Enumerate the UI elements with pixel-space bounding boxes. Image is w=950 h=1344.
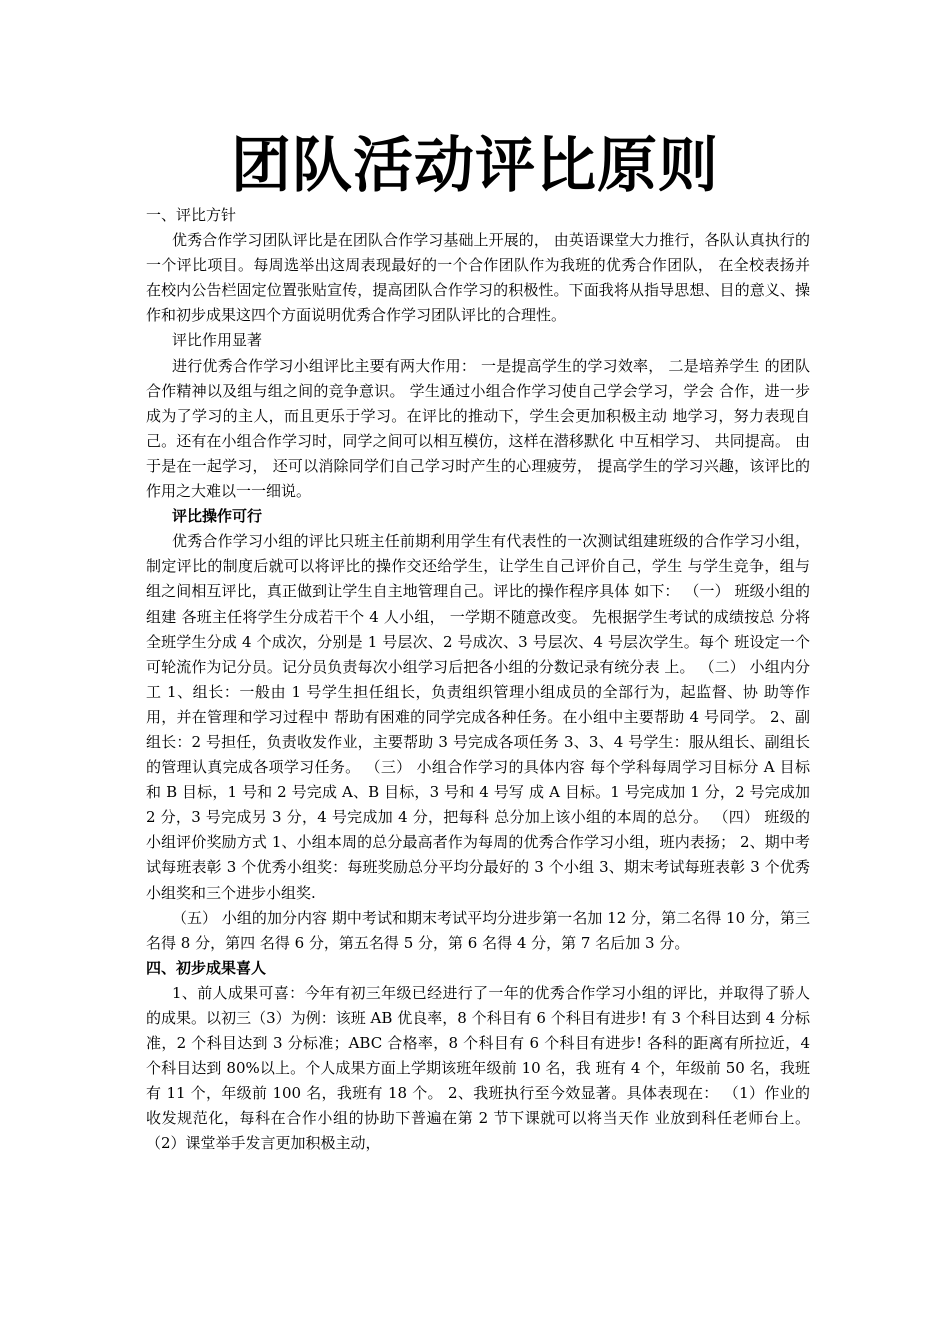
paragraph-bonus-points: （五） 小组的加分内容 期中考试和期末考试平均分进步第一名加 12 分，第二名得 10 分，第三名得 8 分，第四 名得 6 分，第五名得 5 分，第 6 名得 4 分，第 7 名后加 3 分。 xyxy=(146,908,810,952)
subheading-operation: 评比操作可行 xyxy=(172,507,263,526)
paragraph-operation: 优秀合作学习小组的评比只班主任前期利用学生有代表性的一次测试组建班级的合作学习小组，制定评比的制度后就可以将评比的操作交还给学生，让学生自己评价自己，学生 与学生竞争，组与组之间相互评比，真正做到让学生自主地管理自己。评比的操作程序具体 如下： （一） 班级小组的组建 各班主任将学生分成若干个 4 人小组， 一学期不随意改变。 先根据学生考试的成绩按总 分将全班学生分成 4 个成次，分别是 1 号层次、2 号成次、3 号层次、4 号层次学生。每个 班设定一个可轮流作为记分员。记分员负责每次小组学习后把各小组的分数记录有统分表 上。 （二） 小组内分工 1、组长：一般由 1 号学生担任组长，负责组织管理小组成员的全部行为，起监督、协 助等作用，并在管理和学习过程中 帮助有困难的同学完成各种任务。在小组中主要帮助 4 号同学。 2、副组长：2 号担任，负责收发作业，主要帮助 3 号完成各项任务 3、3、4 号学生：服从组长、副组长的管理认真完成各项学习任务。 （三） 小组合作学习的具体内容 每个学科每周学习目标分 A 目标和 B 目标，1 号和 2 号完成 A、B 目标，3 号和 4 号写 成 A 目标。1 号完成加 1 分，2 号完成加 2 分，3 号完成另 3 分，4 号完成加 4 分，把每科 总分加上该小组的本周的总分。 （四） 班级的小组评价奖励方式 1、小组本周的总分最高者作为每周的优秀合作学习小组，班内表扬； 2、期中考试每班表彰 3 个优秀小组奖：每班奖励总分平均分最好的 3 个小组 3、期末考试每班表彰 3 个优秀小组奖和三个进步小组奖. xyxy=(146,532,810,902)
section-heading-4: 四、初步成果喜人 xyxy=(146,958,267,977)
paragraph-results: 1、前人成果可喜：今年有初三年级已经进行了一年的优秀合作学习小组的评比，并取得了骄人的成果。以初三（3）为例：该班 AB 优良率，8 个科目有 6 个科目有进步! 有 3 个科目达到 4 分标准，2 个科目达到 3 分标准；ABC 合格率，8 个科目有 6 个科目有进步! 各科的距离有所拉近，4 个科目达到 80%以上。个人成果方面上学期该班年级前 10 名，我 班有 4 个，年级前 50 名，我班有 11 个，年级前 100 名，我班有 18 个。 2、我班执行至今效显著。具体表现在： （1）作业的收发规范化，每科在合作小组的协助下普遍在第 2 节下课就可以将当天作 业放到科任老师台上。 （2）课堂举手发言更加积极主动， xyxy=(146,983,810,1153)
document-title: 团队活动评比原则 xyxy=(231,131,719,201)
document-body xyxy=(146,203,810,1157)
subheading-effect: 评比作用显著 xyxy=(172,331,263,350)
paragraph-effect: 进行优秀合作学习小组评比主要有两大作用： 一是提高学生的学习效率， 二是培养学生 的团队合作精神以及组与组之间的竞争意识。 学生通过小组合作学习使自己学会学习，学会 合作，进一步成为了学习的主人，而且更乐于学习。在评比的推动下，学生会更加积极主动 地学习，努力表现自己。还有在小组合作学习时，同学之间可以相互模仿，这样在潜移默化 中互相学习、 共同提高。 由于是在一起学习， 还可以消除同学们自己学习时产生的心理疲劳， 提高学生的学习兴趣，该评比的作用之大难以一一细说。 xyxy=(146,356,810,501)
section-heading-1: 一、评比方针 xyxy=(146,206,237,224)
paragraph-intro: 优秀合作学习团队评比是在团队合作学习基础上开展的， 由英语课堂大力推行，各队认真执行的一个评比项目。每周选举出这周表现最好的一个合作团队作为我班的优秀合作团队， 在全校表扬并在校内公告栏固定位置张贴宣传，提高团队合作学习的积极性。下面我将从指导思想、目的意义、操作和初步成果这四个方面说明优秀合作学习团队评比的合理性。 xyxy=(146,231,810,325)
